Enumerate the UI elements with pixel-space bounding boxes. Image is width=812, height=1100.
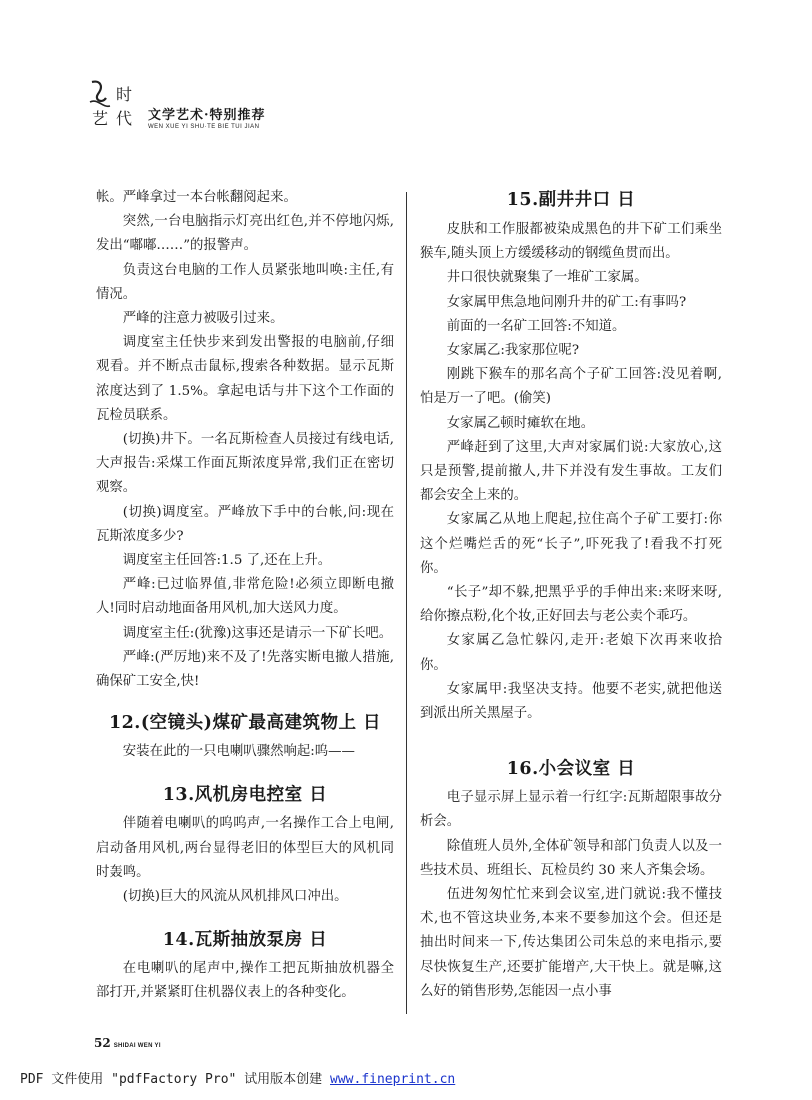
brand-title: 文学艺术·特别推荐: [148, 108, 266, 123]
logo-mark-icon: [88, 80, 146, 130]
right-scene-heading: 16.小会议室 日: [506, 759, 636, 780]
right-scene-heading: 15.副井井口 日: [506, 190, 636, 210]
left-paragraph: 在电喇叭的尾声中,操作工把瓦斯抽放机器全部打开,并紧紧盯住机器仪表上的各种变化。: [96, 961, 394, 1001]
right-paragraph: 女家属乙从地上爬起,拉住高个子矿工要打:你这个烂嘴烂舌的死“长子”,吓死我了!看我不打死你。: [420, 512, 722, 576]
right-paragraph: 皮肤和工作服都被染成黑色的井下矿工们乘坐猴车,随头顶上方缓缓移动的钢缆鱼贯而出。: [420, 222, 722, 262]
column-divider: [406, 192, 407, 1014]
svg-text:代: 代: [116, 109, 133, 128]
left-paragraph: (切换)巨大的风流从风机排风口冲出。: [122, 889, 348, 905]
magazine-logo: [88, 80, 146, 130]
left-column: [96, 186, 394, 1006]
left-paragraph: 调度室主任快步来到发出警报的电脑前,仔细观看。并不断点击鼠标,搜索各种数据。显示瓦斯浓度达到了 1.5%。拿起电话与井下这个工作面的瓦检员联系。: [96, 335, 394, 423]
right-paragraph: 井口很快就聚集了一堆矿工家属。: [446, 270, 648, 286]
right-paragraph: 伍进匆匆忙忙来到会议室,进门就说:我不懂技术,也不管这块业务,本来不要参加这个会。但还是抽出时间来一下,传达集团公司朱总的来电指示,要尽快恢复生产,还要扩能增产,大干快上。就是嘛,这么好的销售形势,怎能因一点小事: [420, 887, 722, 999]
right-paragraph: 女家属乙:我家那位呢?: [446, 343, 580, 359]
left-paragraph: 负责这台电脑的工作人员紧张地叫唤:主任,有情况。: [96, 262, 394, 302]
right-paragraph: 除值班人员外,全体矿领导和部门负责人以及一些技术员、班组长、瓦检员约 30 来人齐集会场。: [420, 838, 722, 878]
right-paragraph: 女家属乙顿时瘫软在地。: [446, 415, 595, 431]
right-column: [420, 186, 722, 1004]
page-number-value: 52: [94, 1036, 111, 1050]
left-paragraph: (切换)调度室。严峰放下手中的台帐,问:现在瓦斯浓度多少?: [96, 504, 394, 544]
right-paragraph: 严峰赶到了这里,大声对家属们说:大家放心,这只是预警,提前撤人,井下并没有发生事故。工友们都会安全上来的。: [420, 439, 722, 504]
svg-text:艺: 艺: [92, 109, 109, 128]
left-paragraph: 突然,一台电脑指示灯亮出红色,并不停地闪烁,发出“嘟嘟……”的报警声。: [96, 214, 394, 254]
left-paragraph: 调度室主任:(犹豫)这事还是请示一下矿长吧。: [122, 625, 393, 641]
right-paragraph: 电子显示屏上显示着一行红字:瓦斯超限事故分析会。: [420, 790, 722, 830]
right-paragraph: 女家属乙急忙躲闪,走开:老娘下次再来收拾你。: [420, 633, 722, 673]
left-scene-heading: 12.(空镜头)煤矿最高建筑物上 日: [108, 713, 382, 734]
left-paragraph: 严峰:已过临界值,非常危险!必须立即断电撤人!同时启动地面备用风机,加大送风力度。: [96, 577, 394, 617]
footer-link[interactable]: www.fineprint.cn: [330, 1072, 456, 1087]
right-paragraph: 前面的一名矿工回答:不知道。: [446, 318, 626, 334]
pdf-footer: [20, 1068, 455, 1087]
section-brand: [148, 104, 266, 130]
right-paragraph: 女家属甲:我坚决支持。他要不老实,就把他送到派出所关黑屋子。: [420, 681, 722, 722]
left-paragraph: 严峰的注意力被吸引过来。: [122, 311, 284, 327]
footer-text: PDF 文件使用 "pdfFactory Pro" 试用版本创建: [20, 1072, 331, 1087]
right-paragraph: 女家属甲焦急地问刚升井的矿工:有事吗?: [446, 294, 687, 310]
brand-pinyin: WEN XUE YI SHU·TE BIE TUI JIAN: [148, 124, 260, 130]
left-paragraph: (切换)井下。一名瓦斯检查人员接过有线电话,大声报告:采煤工作面瓦斯浓度异常,我们正在密切观察。: [96, 432, 394, 496]
page-magazine-name: SHIDAI WEN YI: [113, 1043, 161, 1049]
left-paragraph: 帐。严峰拿过一本台帐翻阅起来。: [96, 190, 297, 205]
right-paragraph: 刚跳下猴车的那名高个子矿工回答:没见着啊,怕是万一了吧。(偷笑): [420, 367, 722, 407]
left-paragraph: 调度室主任回答:1.5 了,还在上升。: [122, 553, 332, 569]
left-paragraph: 严峰:(严厉地)来不及了!先落实断电撤人措施,确保矿工安全,快!: [96, 649, 394, 690]
svg-text:时: 时: [116, 85, 133, 104]
left-paragraph: 伴随着电喇叭的呜呜声,一名操作工合上电闸,启动备用风机,两台显得老旧的体型巨大的风机同时轰鸣。: [96, 816, 394, 880]
left-paragraph: 安装在此的一只电喇叭骤然响起:呜——: [122, 744, 355, 760]
right-paragraph: “长子”却不躲,把黑乎乎的手伸出来:来呀来呀,给你擦点粉,化个妆,正好回去与老公卖个乖巧。: [420, 585, 722, 625]
page-number: [94, 1036, 161, 1050]
left-scene-heading: 14.瓦斯抽放泵房 日: [162, 930, 328, 951]
left-scene-heading: 13.风机房电控室 日: [162, 785, 328, 806]
